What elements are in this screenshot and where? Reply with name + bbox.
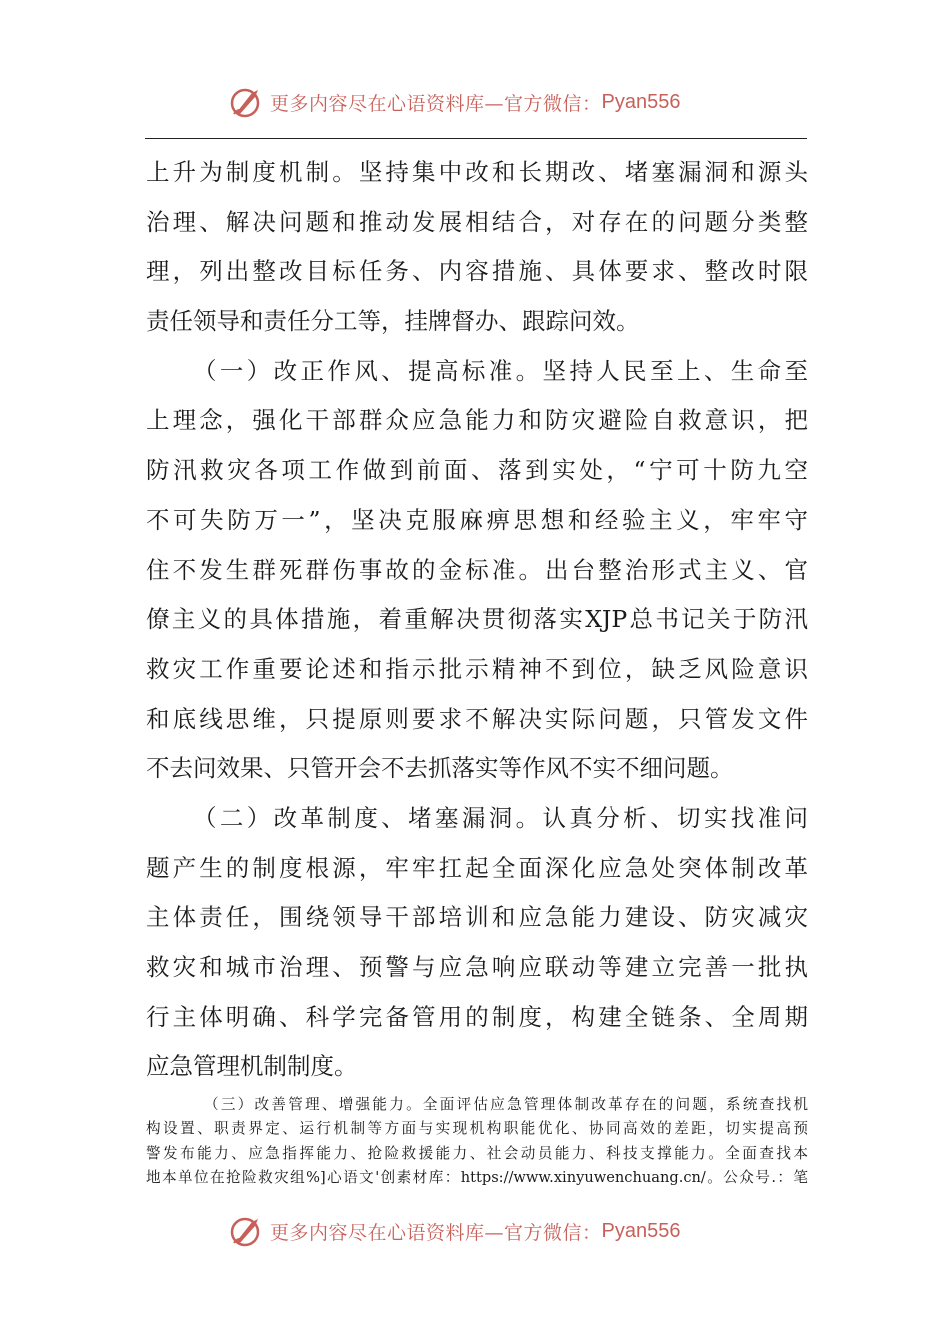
- body-line: 题产生的制度根源，牢牢扛起全面深化应急处突体制改革: [146, 853, 808, 882]
- body-line: 上升为制度机制。坚持集中改和长期改、堵塞漏洞和源头: [146, 158, 808, 186]
- body-line: 不可失防万一”，坚决克服麻痹思想和经验主义，牢牢守: [146, 505, 808, 534]
- small-line: 地本单位在抢险救灾组%]心语文'创素材库：https://www.xinyuwenchuang.cn/。公众号.：笔: [146, 1168, 808, 1186]
- pen-nib-logo-icon: [228, 1213, 264, 1249]
- section-heading-line: （二）改革制度、堵塞漏洞。认真分析、切实找准问: [193, 803, 808, 832]
- small-line: 警发布能力、应急指挥能力、抢险救援能力、社会动员能力、科技支撑能力。全面查找本: [146, 1144, 808, 1162]
- body-line: 防汛救灾各项工作做到前面、落到实处，“宁可十防九空: [146, 456, 808, 485]
- body-line: 和底线思维，只提原则要求不解决实际问题，只管发文件: [146, 704, 808, 733]
- small-line: 构设置、职责界定、运行机制等方面与实现机构职能优化、协同高效的差距，切实提高预: [146, 1120, 808, 1138]
- body-line: 行主体明确、科学完备管用的制度，构建全链条、全周期: [146, 1002, 808, 1031]
- header-banner: [228, 82, 748, 122]
- body-line: 理，列出整改目标任务、内容措施、具体要求、整改时限: [146, 257, 808, 286]
- body-line: 应急管理机制制度。: [146, 1052, 358, 1081]
- body-line: 僚主义的具体措施，着重解决贯彻落实XJP总书记关于防汛: [146, 605, 808, 634]
- wechat-id: Pyan556: [601, 90, 681, 113]
- banner-text: 更多内容尽在心语资料库—官方微信：: [270, 92, 602, 115]
- small-paragraph: [146, 1093, 808, 1190]
- section-heading-line: （一）改正作风、提高标准。坚持人民至上、生命至: [193, 356, 808, 385]
- wechat-id: Pyan556: [601, 1219, 681, 1242]
- footer-banner: [228, 1211, 748, 1251]
- banner-text: 更多内容尽在心语资料库—官方微信：: [270, 1221, 602, 1244]
- document-body: [146, 148, 808, 1092]
- body-line: 上理念，强化干部群众应急能力和防灾避险自救意识，把: [146, 406, 808, 435]
- header-divider: [145, 138, 807, 139]
- body-line: 救灾和城市治理、预警与应急响应联动等建立完善一批执: [146, 953, 808, 981]
- body-line: 责任领导和责任分工等，挂牌督办、跟踪问效。: [146, 307, 640, 336]
- small-line: （三）改善管理、增强能力。全面评估应急管理体制改革存在的问题，系统查找机: [204, 1096, 808, 1113]
- body-line: 治理、解决问题和推动发展相结合，对存在的问题分类整: [146, 207, 808, 236]
- body-line: 住不发生群死群伤事故的金标准。出台整治形式主义、官: [146, 555, 808, 584]
- body-line: 不去问效果、只管开会不去抓落实等作风不实不细问题。: [146, 754, 734, 783]
- pen-nib-logo-icon: [228, 84, 264, 120]
- body-line: 主体责任，围绕领导干部培训和应急能力建设、防灾减灾: [146, 903, 808, 932]
- body-line: 救灾工作重要论述和指示批示精神不到位，缺乏风险意识: [146, 654, 808, 683]
